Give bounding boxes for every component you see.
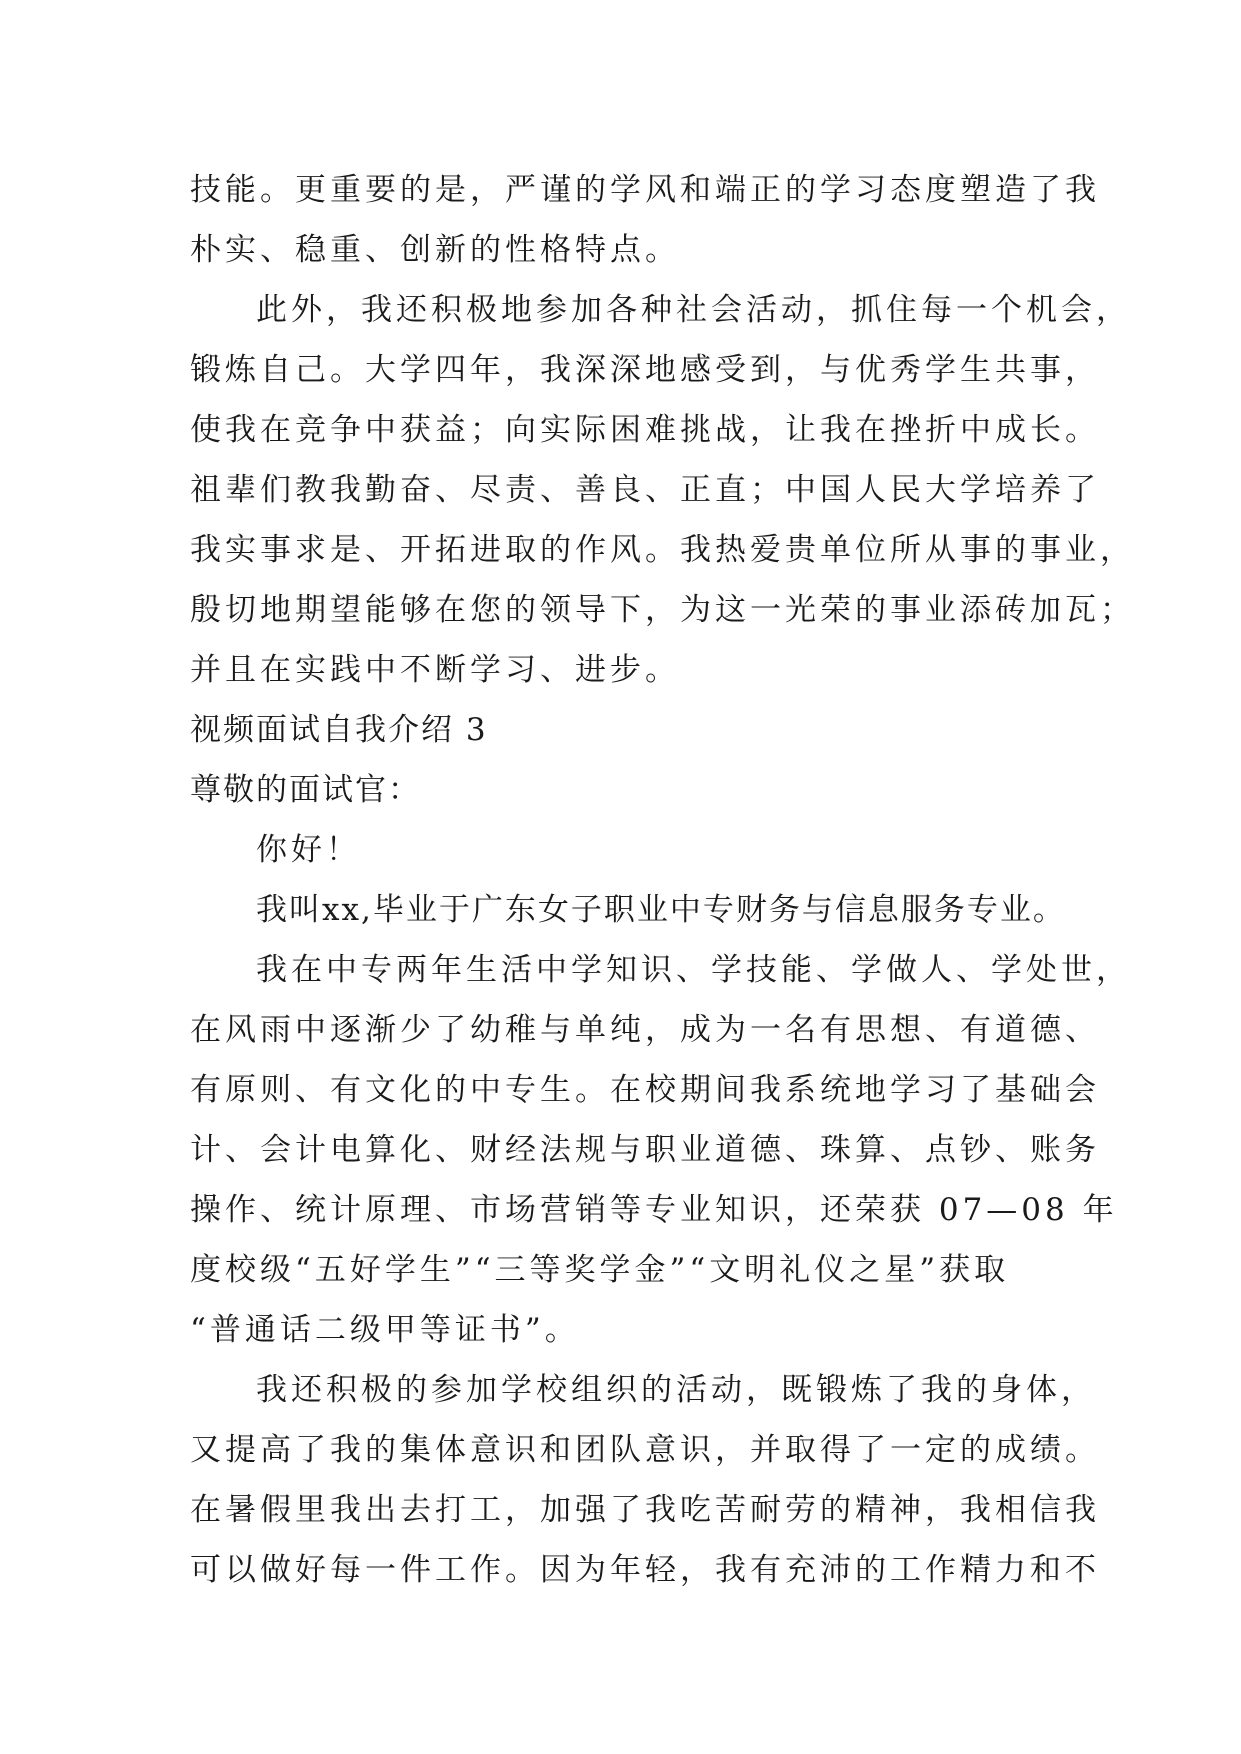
paragraph-start-line: 我还积极的参加学校组织的活动，既锻炼了我的身体， bbox=[256, 1372, 1096, 1408]
salutation: 尊敬的面试官： bbox=[190, 772, 421, 808]
section-heading: 视频面试自我介绍 3 bbox=[190, 712, 488, 748]
text-line: 在暑假里我出去打工，加强了我吃苦耐劳的精神，我相信我 bbox=[190, 1492, 1100, 1528]
text-line: 并且在实践中不断学习、进步。 bbox=[190, 652, 680, 688]
text-line: 朴实、稳重、创新的性格特点。 bbox=[190, 232, 680, 268]
text-line: 操作、统计原理、市场营销等专业知识，还荣获 07—08 年 bbox=[190, 1192, 1118, 1228]
document-body bbox=[190, 160, 1135, 1600]
text-line: 在风雨中逐渐少了幼稚与单纯，成为一名有思想、有道德、 bbox=[190, 1012, 1100, 1048]
text-line: 我实事求是、开拓进取的作风。我热爱贵单位所从事的事业， bbox=[190, 532, 1135, 568]
text-line: 有原则、有文化的中专生。在校期间我系统地学习了基础会 bbox=[190, 1072, 1100, 1108]
paragraph-start-line: 我叫xx,毕业于广东女子职业中专财务与信息服务专业。 bbox=[256, 892, 1066, 928]
text-line: 又提高了我的集体意识和团队意识，并取得了一定的成绩。 bbox=[190, 1432, 1100, 1468]
text-line: 技能。更重要的是，严谨的学风和端正的学习态度塑造了我 bbox=[190, 172, 1100, 208]
greeting: 你好！ bbox=[256, 832, 361, 868]
text-line: “普通话二级甲等证书”。 bbox=[190, 1312, 580, 1348]
text-line: 度校级“五好学生”“三等奖学金”“文明礼仪之星”获取 bbox=[190, 1252, 1010, 1288]
text-line: 使我在竞争中获益；向实际困难挑战，让我在挫折中成长。 bbox=[190, 412, 1100, 448]
text-line: 锻炼自己。大学四年，我深深地感受到，与优秀学生共事， bbox=[190, 352, 1100, 388]
text-line: 可以做好每一件工作。因为年轻，我有充沛的工作精力和不 bbox=[190, 1552, 1100, 1588]
paragraph-start-line: 我在中专两年生活中学知识、学技能、学做人、学处世， bbox=[256, 952, 1131, 988]
text-line: 祖辈们教我勤奋、尽责、善良、正直；中国人民大学培养了 bbox=[190, 472, 1100, 508]
text-line: 殷切地期望能够在您的领导下，为这一光荣的事业添砖加瓦； bbox=[190, 592, 1135, 628]
paragraph-start-line: 此外，我还积极地参加各种社会活动，抓住每一个机会， bbox=[256, 292, 1131, 328]
text-line: 计、会计电算化、财经法规与职业道德、珠算、点钞、账务 bbox=[190, 1132, 1100, 1168]
